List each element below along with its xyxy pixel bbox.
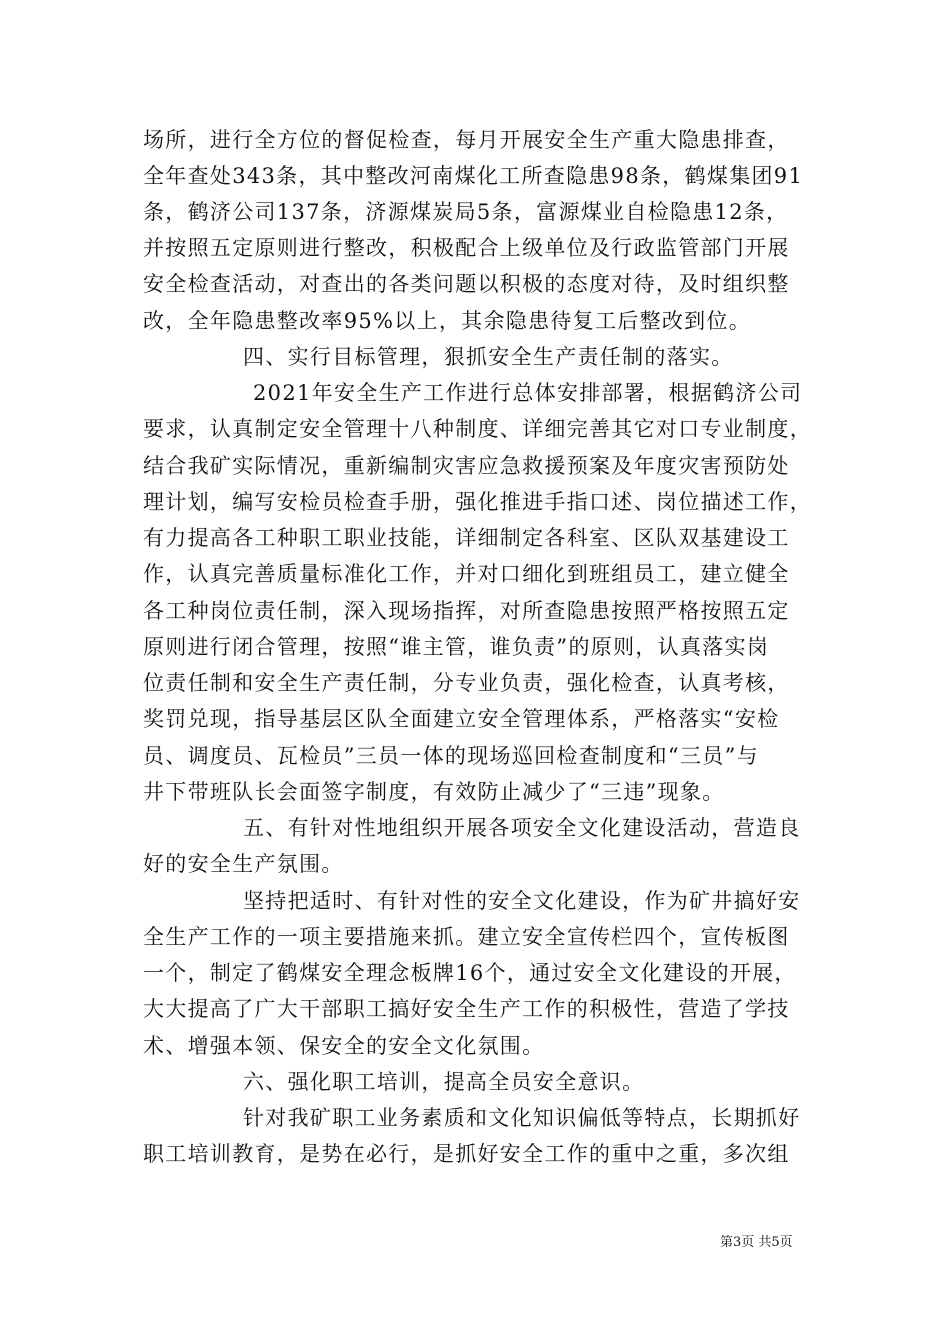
text-line: 改，全年隐患整改率95%以上，其余隐患待复工后整改到位。 bbox=[143, 309, 752, 333]
text-line: 术、增强本领、保安全的安全文化氛围。 bbox=[143, 1034, 545, 1058]
text-line: 职工培训教育，是势在必行，是抓好安全工作的重中之重，多次组 bbox=[143, 1142, 790, 1166]
text-line: 要求，认真制定安全管理十八种制度、详细完善其它对口专业制度， bbox=[143, 417, 812, 441]
text-line: 大大提高了广大干部职工搞好安全生产工作的积极性，营造了学技 bbox=[143, 997, 790, 1021]
text-line: 结合我矿实际情况，重新编制灾害应急救援预案及年度灾害预防处 bbox=[143, 454, 790, 478]
text-line: 并按照五定原则进行整改，积极配合上级单位及行政监管部门开展 bbox=[143, 236, 790, 260]
page-number: 第3页 共5页 bbox=[720, 1235, 793, 1250]
section-heading: 好的安全生产氛围。 bbox=[143, 852, 344, 876]
text-line: 全生产工作的一项主要措施来抓。建立安全宣传栏四个，宣传板图 bbox=[143, 925, 790, 949]
text-line: 一个，制定了鹤煤安全理念板牌16个，通过安全文化建设的开展， bbox=[143, 961, 797, 985]
text-line: 原则进行闭合管理，按照“谁主管，谁负责”的原则，认真落实岗 bbox=[143, 635, 770, 659]
section-heading: 五、有针对性地组织开展各项安全文化建设活动，营造良 bbox=[243, 816, 801, 840]
text-line: 场所，进行全方位的督促检查，每月开展安全生产重大隐患排查， bbox=[143, 128, 790, 152]
text-line: 井下带班队长会面签字制度，有效防止减少了“三违”现象。 bbox=[143, 780, 725, 804]
text-line: 作，认真完善质量标准化工作，并对口细化到班组员工，建立健全 bbox=[143, 562, 790, 586]
text-line: 有力提高各工种职工职业技能，详细制定各科室、区队双基建设工 bbox=[143, 526, 790, 550]
text-line: 2021年安全生产工作进行总体安排部署，根据鹤济公司 bbox=[253, 381, 803, 405]
text-line: 理计划，编写安检员检查手册，强化推进手指口述、岗位描述工作， bbox=[143, 490, 812, 514]
text-line: 奖罚兑现，指导基层区队全面建立安全管理体系，严格落实“安检 bbox=[143, 707, 780, 731]
text-line: 全年查处343条，其中整改河南煤化工所查隐患98条，鹤煤集团91 bbox=[143, 164, 804, 188]
text-line: 各工种岗位责任制，深入现场指挥，对所查隐患按照严格按照五定 bbox=[143, 599, 790, 623]
text-line: 位责任制和安全生产责任制，分专业负责，强化检查，认真考核， bbox=[143, 671, 790, 695]
text-line: 安全检查活动，对查出的各类问题以积极的态度对待，及时组织整 bbox=[143, 272, 790, 296]
text-line: 针对我矿职工业务素质和文化知识偏低等特点，长期抓好 bbox=[243, 1106, 801, 1130]
text-line: 条，鹤济公司137条，济源煤炭局5条，富源煤业自检隐患12条， bbox=[143, 200, 789, 224]
text-line: 坚持把适时、有针对性的安全文化建设，作为矿井搞好安 bbox=[243, 889, 801, 913]
section-heading: 六、强化职工培训，提高全员安全意识。 bbox=[243, 1070, 645, 1094]
section-heading: 四、实行目标管理，狠抓安全生产责任制的落实。 bbox=[243, 345, 734, 369]
text-line: 员、调度员、瓦检员”三员一体的现场巡回检查制度和“三员”与 bbox=[143, 744, 759, 768]
